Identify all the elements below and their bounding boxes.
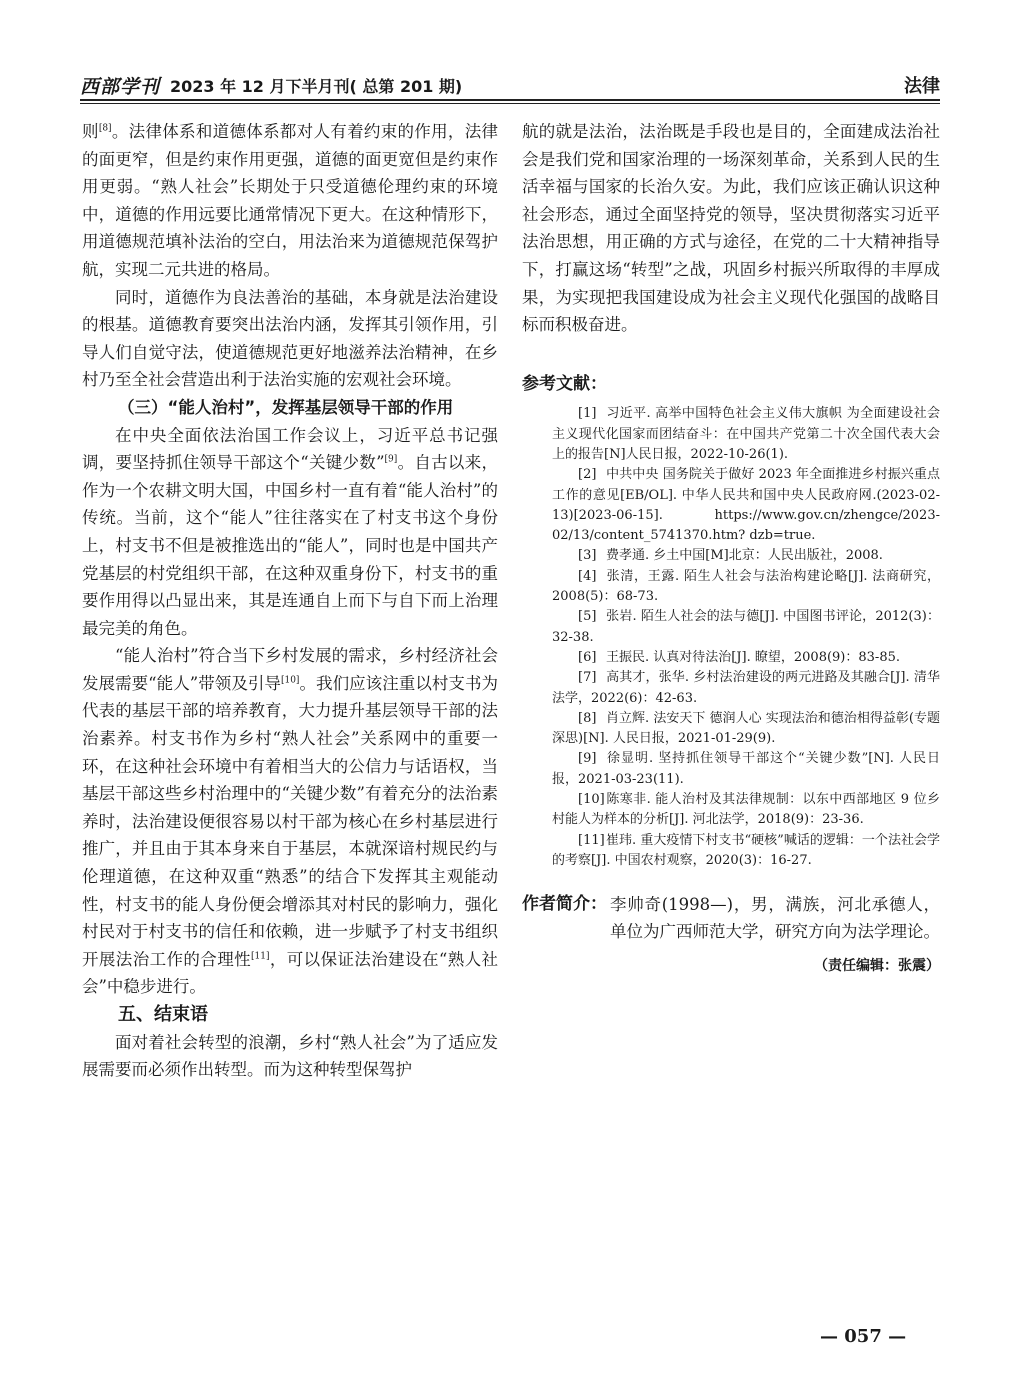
reference-text: 王振民. 认真对待法治[J]. 瞭望，2008(9)：83-85. <box>606 649 900 665</box>
subsection-heading: （三）“能人治村”，发挥基层领导干部的作用 <box>118 397 454 417</box>
reference-number: [9] <box>578 751 597 767</box>
reference-number: [8] <box>578 710 597 726</box>
reference-number: [7] <box>578 670 597 686</box>
paragraph: 同时，道德作为良法善治的基础，本身就是法治建设的根基。道德教育要突出法治内涵，发挥其引领作用，引导人们自觉守法，使道德规范更好地滋养法治精神，在乡村乃至全社会营造出利于法治实施的宏观社会环境。 <box>82 287 498 390</box>
reference-number: [10] <box>578 791 605 807</box>
reference-text: 张岩. 陌生人社会的法与德[J]. 中国图书评论，2012(3)：32-38. <box>552 609 940 645</box>
header-rule <box>80 99 940 101</box>
reference-number: [4] <box>578 568 597 584</box>
citation-marker: [11] <box>251 951 270 962</box>
reference-item <box>522 749 940 790</box>
left-column <box>82 118 498 1084</box>
reference-text: 中共中央 国务院关于做好 2023 年全面推进乡村振兴重点工作的意见[EB/OL]. 中华人民共和国中央人民政府网.(2023-02-13)[2023-06-15]. https://www.gov.cn/zhengce/2023-02/13/content_5741370.htm? dzb=true. <box>552 467 940 544</box>
reference-text: 高其才，张华. 乡村法治建设的两元进路及其融合[J]. 清华法学，2022(6)：42-63. <box>552 670 940 706</box>
author-bio <box>522 891 940 945</box>
reference-text: 张清，王露. 陌生人社会与法治构建论略[J]. 法商研究，2008(5)：68-73. <box>552 568 940 605</box>
reference-text: 肖立辉. 法安天下 德润人心 实现法治和德治相得益彰(专题深思)[N]. 人民日报，2021-01-29(9). <box>552 710 940 747</box>
references-title: 参考文献： <box>522 373 607 394</box>
reference-item <box>522 607 940 648</box>
reference-item <box>522 790 940 831</box>
reference-text: 崔玮. 重大疫情下村支书“硬核”喊话的逻辑：一个法社会学的考察[J]. 中国农村观察，2020(3)：16-27. <box>552 832 940 868</box>
section-label: 法律 <box>904 76 940 97</box>
citation-marker: [10] <box>280 675 300 686</box>
paragraph: 面对着社会转型的浪潮，乡村“熟人社会”为了适应发展需要而必须作出转型。而为这种转型保驾护 <box>82 1032 498 1080</box>
issue-info: 2023 年 12 月下半月刊( 总第 201 期) <box>170 77 463 96</box>
reference-text: 陈寒非. 能人治村及其法律规制：以东中西部地区 9 位乡村能人为样本的分析[J]. 河北法学，2018(9)：23-36. <box>552 791 940 828</box>
reference-item <box>522 709 940 750</box>
reference-text: 习近平. 高举中国特色社会主义伟大旗帜 为全面建设社会主义现代化国家而团结奋斗：在中国共产党第二十次全国代表大会上的报告[N]人民日报，2022-10-26(1). <box>552 406 940 462</box>
reference-number: [5] <box>578 609 597 625</box>
page-header <box>80 66 940 104</box>
paragraph: 则[8]。法律体系和道德体系都对人有着约束的作用，法律的面更窄，但是约束作用更强，道德的面更宽但是约束作用更弱。“熟人社会”长期处于只受道德伦理约束的环境中，道德的作用远要比通常情况下更大。在这种情形下，用道德规范填补法治的空白，用法治来为道德规范保驾护航，实现二元共进的格局。 <box>82 122 499 279</box>
reference-number: [1] <box>578 406 597 422</box>
reference-number: [11] <box>578 832 605 848</box>
reference-item <box>522 831 940 872</box>
reference-number: [6] <box>578 649 597 665</box>
paragraph: “能人治村”符合当下乡村发展的需求，乡村经济社会发展需要“能人”带领及引导[10]。我们应该注重以村支书为代表的基层干部的培养教育，大力提升基层领导干部的法治素养。村支书作为乡村“熟人社会”关系网中的重要一环，在这种社会环境中有着相当大的公信力与话语权，当基层干部这些乡村治理中的“关键少数”有着充分的法治素养时，法治建设便很容易以村干部为核心在乡村基层进行推广，并且由于其本身来自于基层，本就深谙村规民约与伦理道德，在这种双重“熟悉”的结合下发挥其主观能动性，村支书的能人身份便会增添其对村民的影响力，强化村民对于村支书的信任和依赖，进一步赋予了村支书组织开展法治工作的合理性[11]，可以保证法治建设在“熟人社会”中稳步进行。 <box>82 646 499 997</box>
reference-list <box>522 404 940 871</box>
header-rule-thin <box>80 103 940 104</box>
right-column <box>522 118 940 981</box>
reference-item <box>522 404 940 465</box>
section-heading: 五、结束语 <box>118 1004 208 1025</box>
page-number: — 057 — <box>820 1326 907 1347</box>
reference-item <box>522 465 940 546</box>
paragraph: 航的就是法治，法治既是手段也是目的，全面建成法治社会是我们党和国家治理的一场深刻革命，关系到人民的生活幸福与国家的长治久安。为此，我们应该正确认识这种社会形态，通过全面坚持党的领导，坚决贯彻落实习近平法治思想，用正确的方式与途径，在党的二十大精神指导下，打赢这场“转型”之战，巩固乡村振兴所取得的丰厚成果，为实现把我国建设成为社会主义现代化强国的战略目标而积极奋进。 <box>522 122 940 335</box>
reference-item <box>522 567 940 608</box>
journal-logo: 西部学刊 <box>80 76 161 98</box>
author-text: 李帅奇(1998—)，男，满族，河北承德人，单位为广西师范大学，研究方向为法学理论。 <box>610 895 940 942</box>
reference-number: [2] <box>578 467 597 483</box>
reference-text: 费孝通. 乡土中国[M]北京：人民出版社，2008. <box>606 548 883 564</box>
editor-note: （责任编辑：张震） <box>814 958 940 975</box>
reference-item <box>522 546 940 566</box>
citation-marker: [9] <box>384 454 398 465</box>
reference-text: 徐显明. 坚持抓住领导干部这个“关键少数”[N]. 人民日报，2021-03-23(11). <box>552 751 940 787</box>
paragraph: 在中央全面依法治国工作会议上，习近平总书记强调，要坚持抓住领导干部这个“关键少数”[9]。自古以来，作为一个农耕文明大国，中国乡村一直有着“能人治村”的传统。当前，这个“能人”往往落实在了村支书这个身份上，村支书不但是被推选出的“能人”，同时也是中国共产党基层的村党组织干部，在这种双重身份下，村支书的重要作用得以凸显出来，其是连通自上而下与自下而上治理最完美的角色。 <box>82 425 499 638</box>
author-label: 作者简介： <box>522 894 607 915</box>
reference-item <box>522 648 940 668</box>
reference-number: [3] <box>578 548 597 564</box>
reference-item <box>522 668 940 709</box>
citation-marker: [8] <box>98 123 112 134</box>
